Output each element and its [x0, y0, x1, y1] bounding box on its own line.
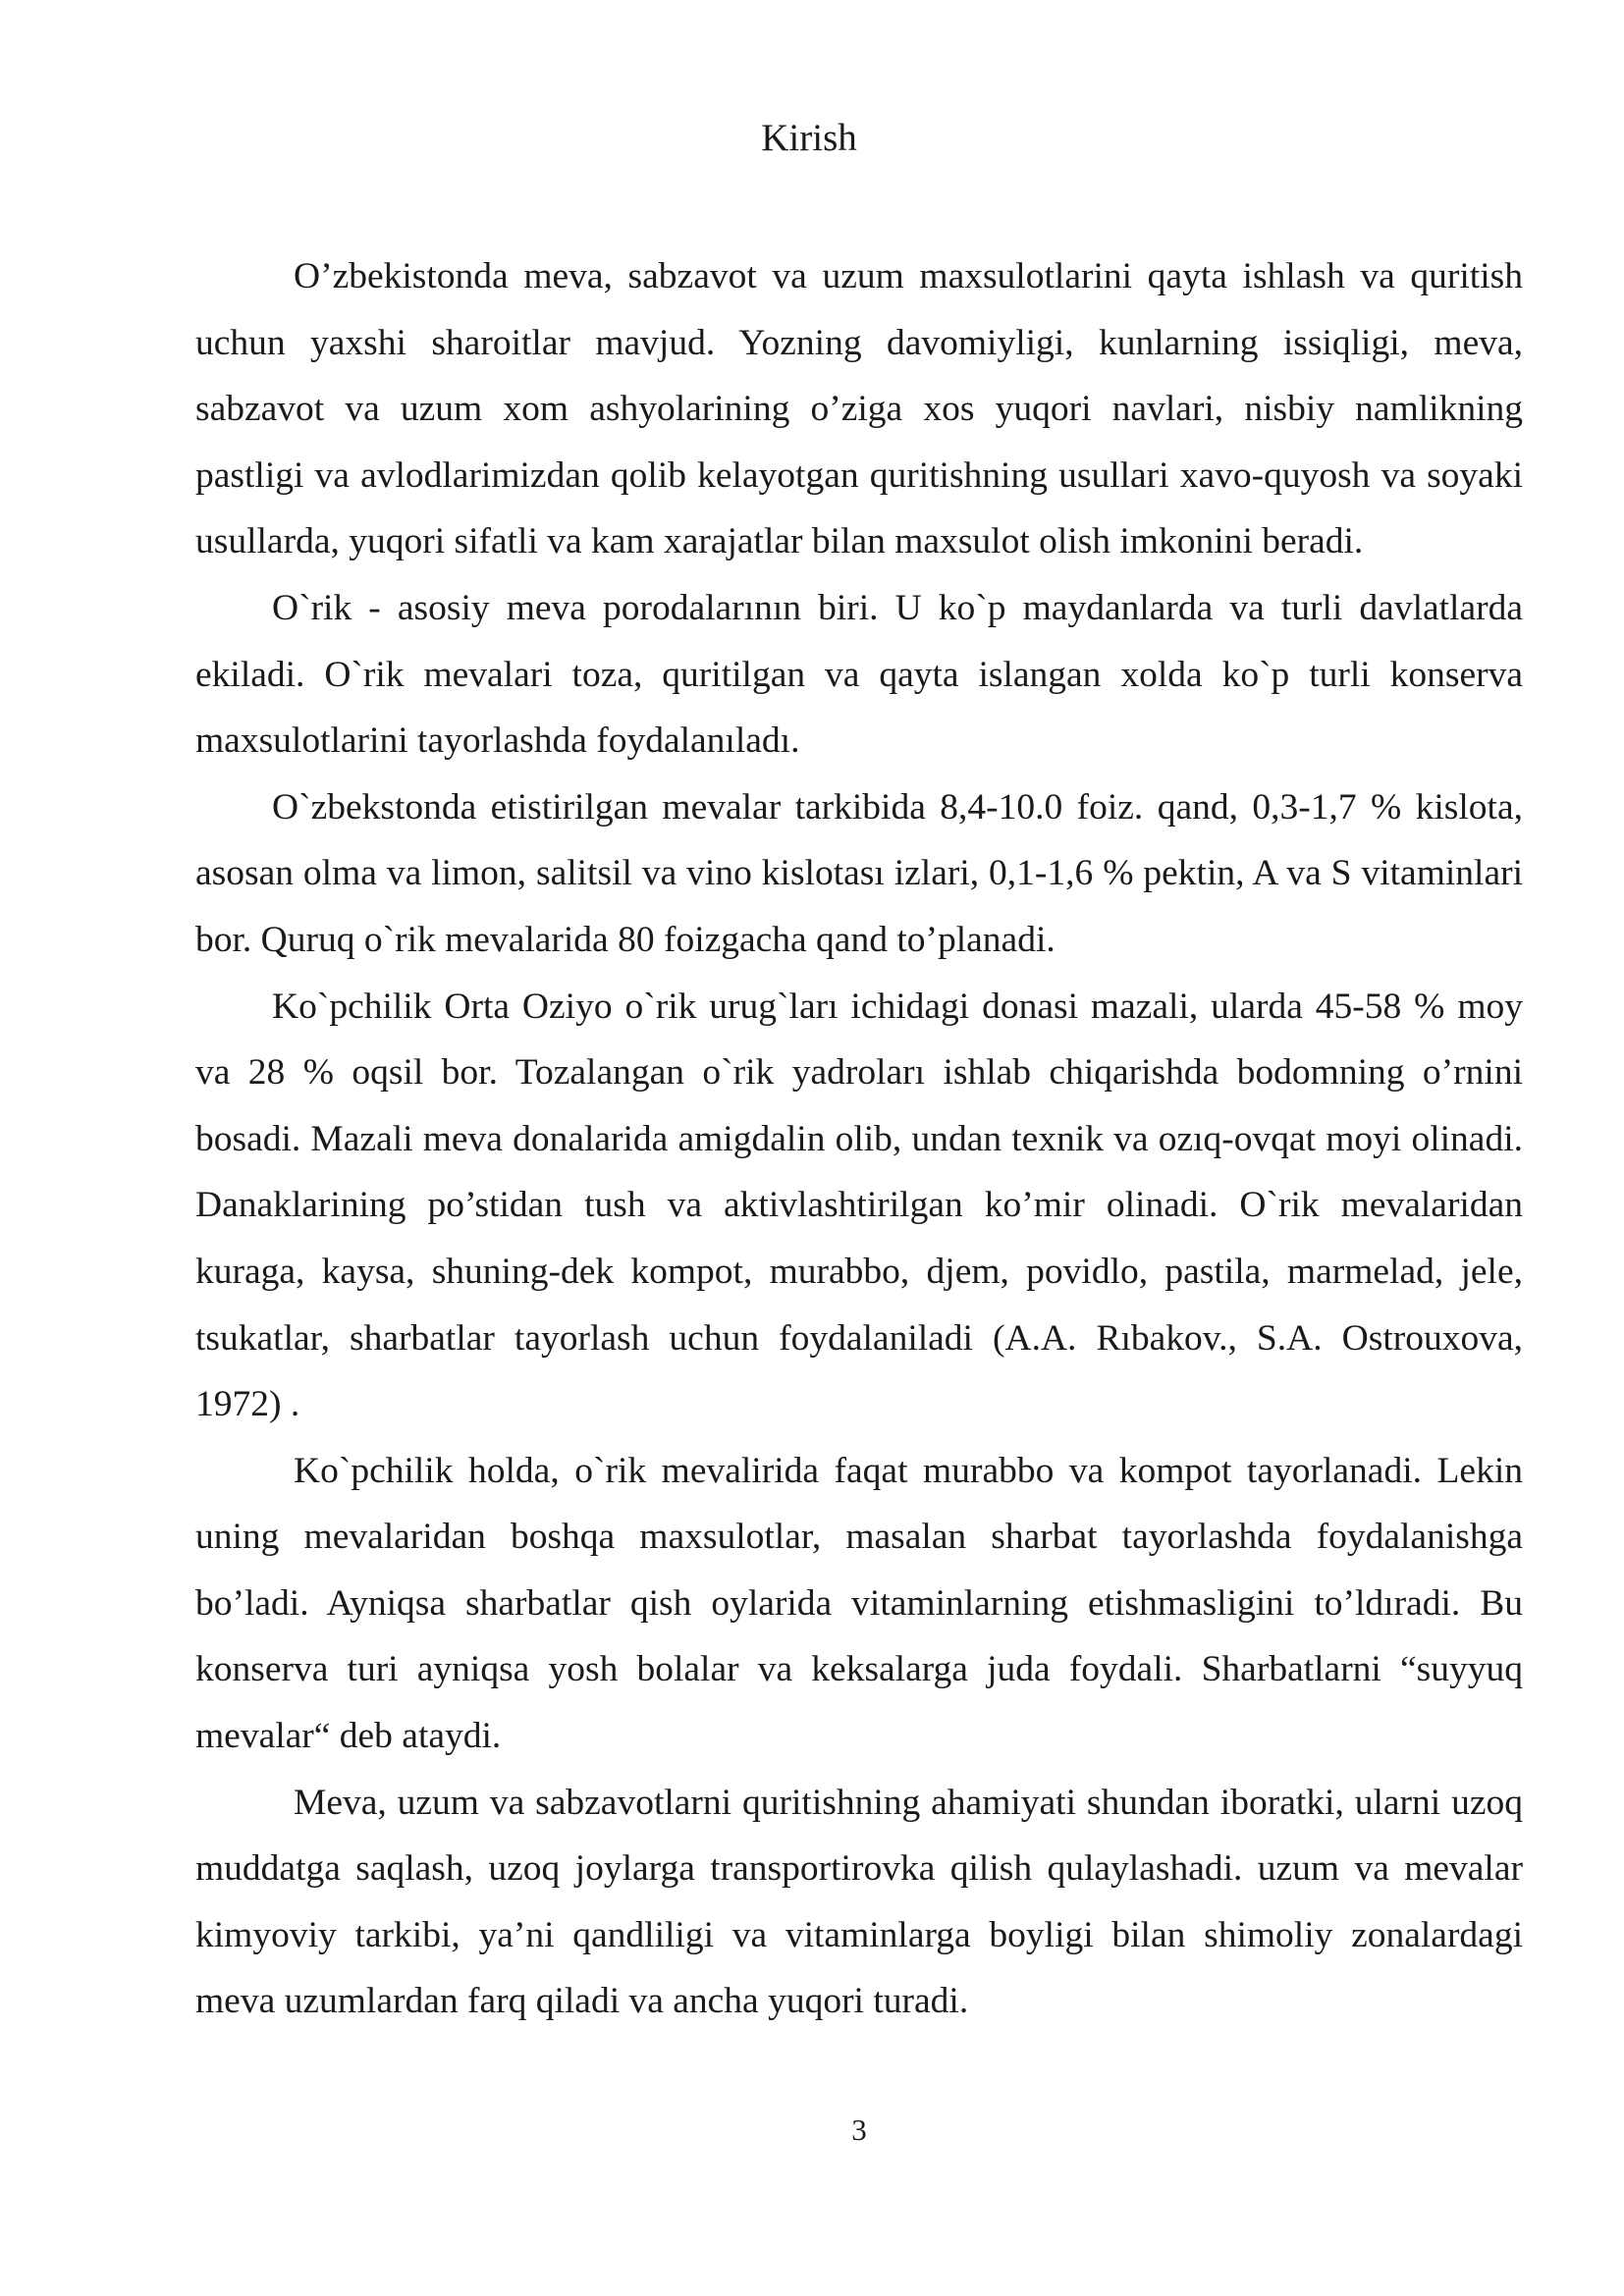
paragraph-4: Ko`pchilik Orta Oziyo o`rik urug`ları ichidagi donasi mazali, ularda 45-58 % moy va 28 % oqsil bor. Tozalangan o`rik yadroları ishlab chiqarishda bodomning o’rnini bosadi. Mazali meva donalarida amigdalin olib, undan texnik va ozıq-ovqat moyi olinadi. Danaklarining po’stidan tush va aktivlashtirilgan ko’mir olinadi. O`rik mevalaridan kuraga, kaysa, shuning-dek kompot, murabbo, djem, povidlo, pastila, marmelad, jele, tsukatlar, sharbatlar tayorlash uchun foydalaniladi (A.A. Rıbakov., S.A. Ostrouxova, 1972) .: [195, 986, 1523, 1425]
document-page: [195, 0, 1523, 2296]
page-title: Kirish: [761, 117, 857, 159]
paragraph-3: O`zbekstonda etistirilgan mevalar tarkibida 8,4-10.0 foiz. qand, 0,3-1,7 % kislota, asosan olma va limon, salitsil va vino kislotası izlari, 0,1-1,6 % pektin, A va S vitaminlari bor. Quruq o`rik mevalarida 80 foizgacha qand to’planadi.: [195, 786, 1523, 960]
paragraph-6: Meva, uzum va sabzavotlarni quritishning ahamiyati shundan iboratki, ularni uzoq muddatga saqlash, uzoq joylarga transportirovka qilish qulaylashadi. uzum va mevalar kimyoviy tarkibi, ya’ni qandliligi va vitaminlarga boyligi bilan shimoliy zonalardagi meva uzumlardan farq qiladi va ancha yuqori turadi.: [195, 1782, 1523, 2022]
paragraph-5: Ko`pchilik holda, o`rik mevalirida faqat murabbo va kompot tayorlanadi. Lekin uning mevalaridan boshqa maxsulotlar, masalan sharbat tayorlashda foydalanishga bo’ladi. Ayniqsa sharbatlar qish oylarida vitaminlarning etishmasligini to’ldıradi. Bu konserva turi ayniqsa yosh bolalar va keksalarga juda foydali. Sharbatlarni “suyyuq mevalar“ deb ataydi.: [195, 1450, 1523, 1757]
page-number: 3: [851, 2112, 867, 2147]
document-body: [195, 243, 1523, 2035]
paragraph-2: O`rik - asosiy meva porodalarının biri. U ko`p maydanlarda va turli davlatlarda ekiladi. O`rik mevalari toza, quritilgan va qayta islangan xolda ko`p turli konserva maxsulotlarini tayorlashda foydalanıladı.: [195, 587, 1523, 762]
paragraph-1: O’zbekistonda meva, sabzavot va uzum maxsulotlarini qayta ishlash va quritish uchun yaxshi sharoitlar mavjud. Yozning davomiyligi, kunlarning issiqligi, meva, sabzavot va uzum xom ashyolarining o’ziga xos yuqori navlari, nisbiy namlikning pastligi va avlodlarimizdan qolib kelayotgan quritishning usullari xavo-quyosh va soyaki usullarda, yuqori sifatli va kam xarajatlar bilan maxsulot olish imkonini beradi.: [195, 256, 1523, 562]
